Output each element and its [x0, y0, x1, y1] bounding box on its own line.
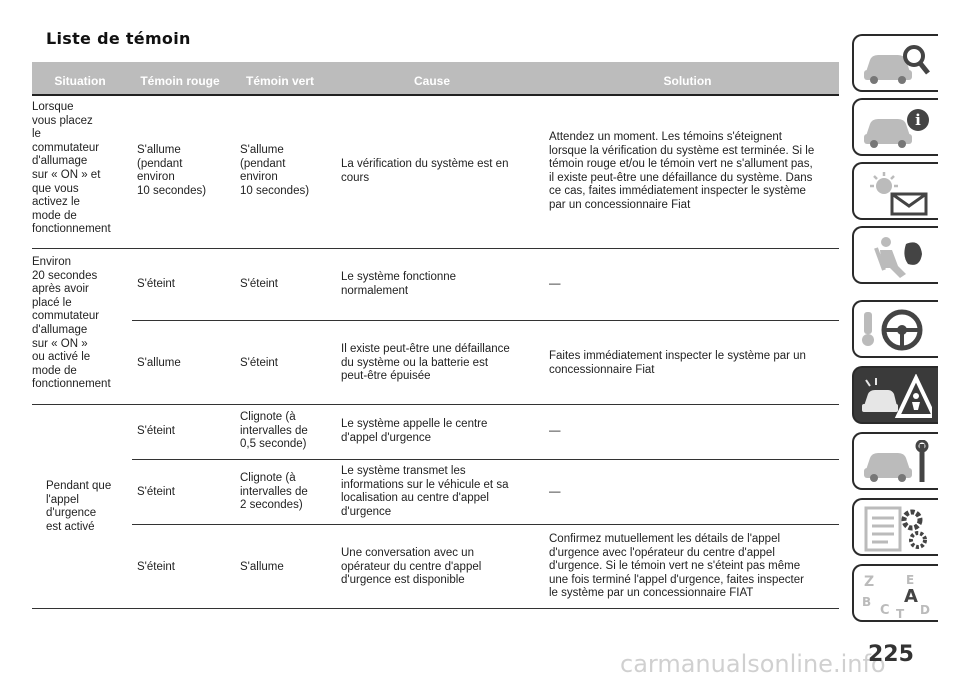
- row2-solution: —: [549, 278, 561, 290]
- alphabet-index-icon: [862, 572, 932, 618]
- row2-rouge: S'éteint: [137, 278, 175, 290]
- row6-vert: S'allume: [240, 561, 284, 573]
- tab-alphabetical-index[interactable]: [852, 564, 938, 622]
- row4-vert: Clignote (à intervalles de 0,5 seconde): [240, 411, 308, 451]
- row2-cause: Le système fonctionne normalement: [341, 271, 457, 297]
- row-divider: [32, 404, 839, 405]
- car-search-icon: [862, 42, 932, 88]
- row1-solution: Attendez un moment. Les témoins s'éteignent lorsque la vérification du système est terminée. Si le témoin rouge et/ou le témoin vert ne s'allument pas, il existe peut-être une défaillance du système. Dans ce cas, faites immédiatement inspecter le système par un concessionnaire Fiat: [549, 131, 815, 211]
- index-letter-b: B: [862, 595, 872, 609]
- svg-text:i: i: [915, 111, 921, 129]
- row-divider: [32, 248, 839, 249]
- row1-cause: La vérification du système est en cours: [341, 158, 509, 184]
- settings-list-icon: [862, 506, 932, 552]
- steering-wheel-icon: [862, 308, 932, 354]
- index-letter-d: D: [920, 603, 930, 617]
- row2-situation: Environ 20 secondes après avoir placé le commutateur d'allumage sur « ON » ou activé le mode de fonctionnement: [32, 256, 111, 391]
- row1-situation: Lorsque vous placez le commutateur d'allumage sur « ON » et que vous activez le mode de fonctionnement: [32, 101, 111, 236]
- tab-car-info[interactable]: [852, 98, 938, 156]
- row-divider: [132, 459, 839, 460]
- car-tools-icon: [862, 440, 932, 486]
- car-emergency-icon: [862, 374, 932, 420]
- index-letter-c: C: [880, 603, 890, 618]
- page-number: 225: [868, 642, 914, 667]
- tab-settings-list[interactable]: [852, 498, 938, 556]
- row6-solution: Confirmez mutuellement les détails de l'appel d'urgence avec l'opérateur du centre d'appel d'urgence. Si le témoin vert ne s'éteint pas même une fois terminé l'appel d'urgence, faites inspecter le système par un concessionnaire FIAT: [549, 533, 804, 600]
- index-letter-t: T: [896, 607, 905, 618]
- row2-vert: S'éteint: [240, 278, 278, 290]
- row6-rouge: S'éteint: [137, 561, 175, 573]
- row5-solution: —: [549, 486, 561, 498]
- row-divider: [132, 320, 839, 321]
- index-letter-z: Z: [864, 574, 875, 590]
- header-situation: Situation: [54, 74, 106, 88]
- tab-car-search[interactable]: [852, 34, 938, 92]
- row-divider: [132, 524, 839, 525]
- row3-cause: Il existe peut-être une défaillance du système ou la batterie est peut-être épuisée: [341, 343, 510, 383]
- tab-airbag[interactable]: [852, 226, 938, 284]
- row5-cause: Le système transmet les informations sur le véhicule et sa localisation au centre d'appel d'urgence: [341, 465, 509, 518]
- index-letter-a: A: [904, 586, 918, 607]
- car-info-icon: [862, 106, 932, 152]
- header-temoin-vert: Témoin vert: [245, 74, 314, 88]
- header-temoin-rouge: Témoin rouge: [140, 74, 220, 88]
- row4-cause: Le système appelle le centre d'appel d'urgence: [341, 418, 488, 444]
- warning-lights-icon: [862, 170, 932, 216]
- row6-cause: Une conversation avec un opérateur du centre d'appel d'urgence est disponible: [341, 547, 482, 587]
- row4-situation: Pendant que l'appel d'urgence est activé: [46, 480, 112, 533]
- row1-rouge: S'allume (pendant environ 10 secondes): [137, 144, 207, 197]
- header-solution: Solution: [663, 74, 712, 88]
- row5-vert: Clignote (à intervalles de 2 secondes): [240, 472, 308, 512]
- row3-solution: Faites immédiatement inspecter le système par un concessionnaire Fiat: [549, 350, 806, 376]
- watermark: carmanualsonline.info: [620, 650, 886, 678]
- chapter-tabs: [852, 0, 960, 678]
- airbag-icon: [862, 234, 932, 280]
- row1-vert: S'allume (pendant environ 10 secondes): [240, 144, 310, 197]
- header-rule: [32, 94, 839, 96]
- index-letter-e: E: [906, 573, 915, 587]
- table-bottom-rule: [32, 608, 839, 609]
- row5-rouge: S'éteint: [137, 486, 175, 498]
- page-title: Liste de témoin: [46, 29, 191, 48]
- tab-car-tools[interactable]: [852, 432, 938, 490]
- row4-rouge: S'éteint: [137, 425, 175, 437]
- row3-vert: S'éteint: [240, 357, 278, 369]
- row3-rouge: S'allume: [137, 357, 181, 369]
- tab-emergency[interactable]: [852, 366, 938, 424]
- tab-warning-lights[interactable]: [852, 162, 938, 220]
- tab-steering[interactable]: [852, 300, 938, 358]
- row4-solution: —: [549, 425, 561, 437]
- table-header: [32, 62, 839, 94]
- header-cause: Cause: [413, 74, 451, 88]
